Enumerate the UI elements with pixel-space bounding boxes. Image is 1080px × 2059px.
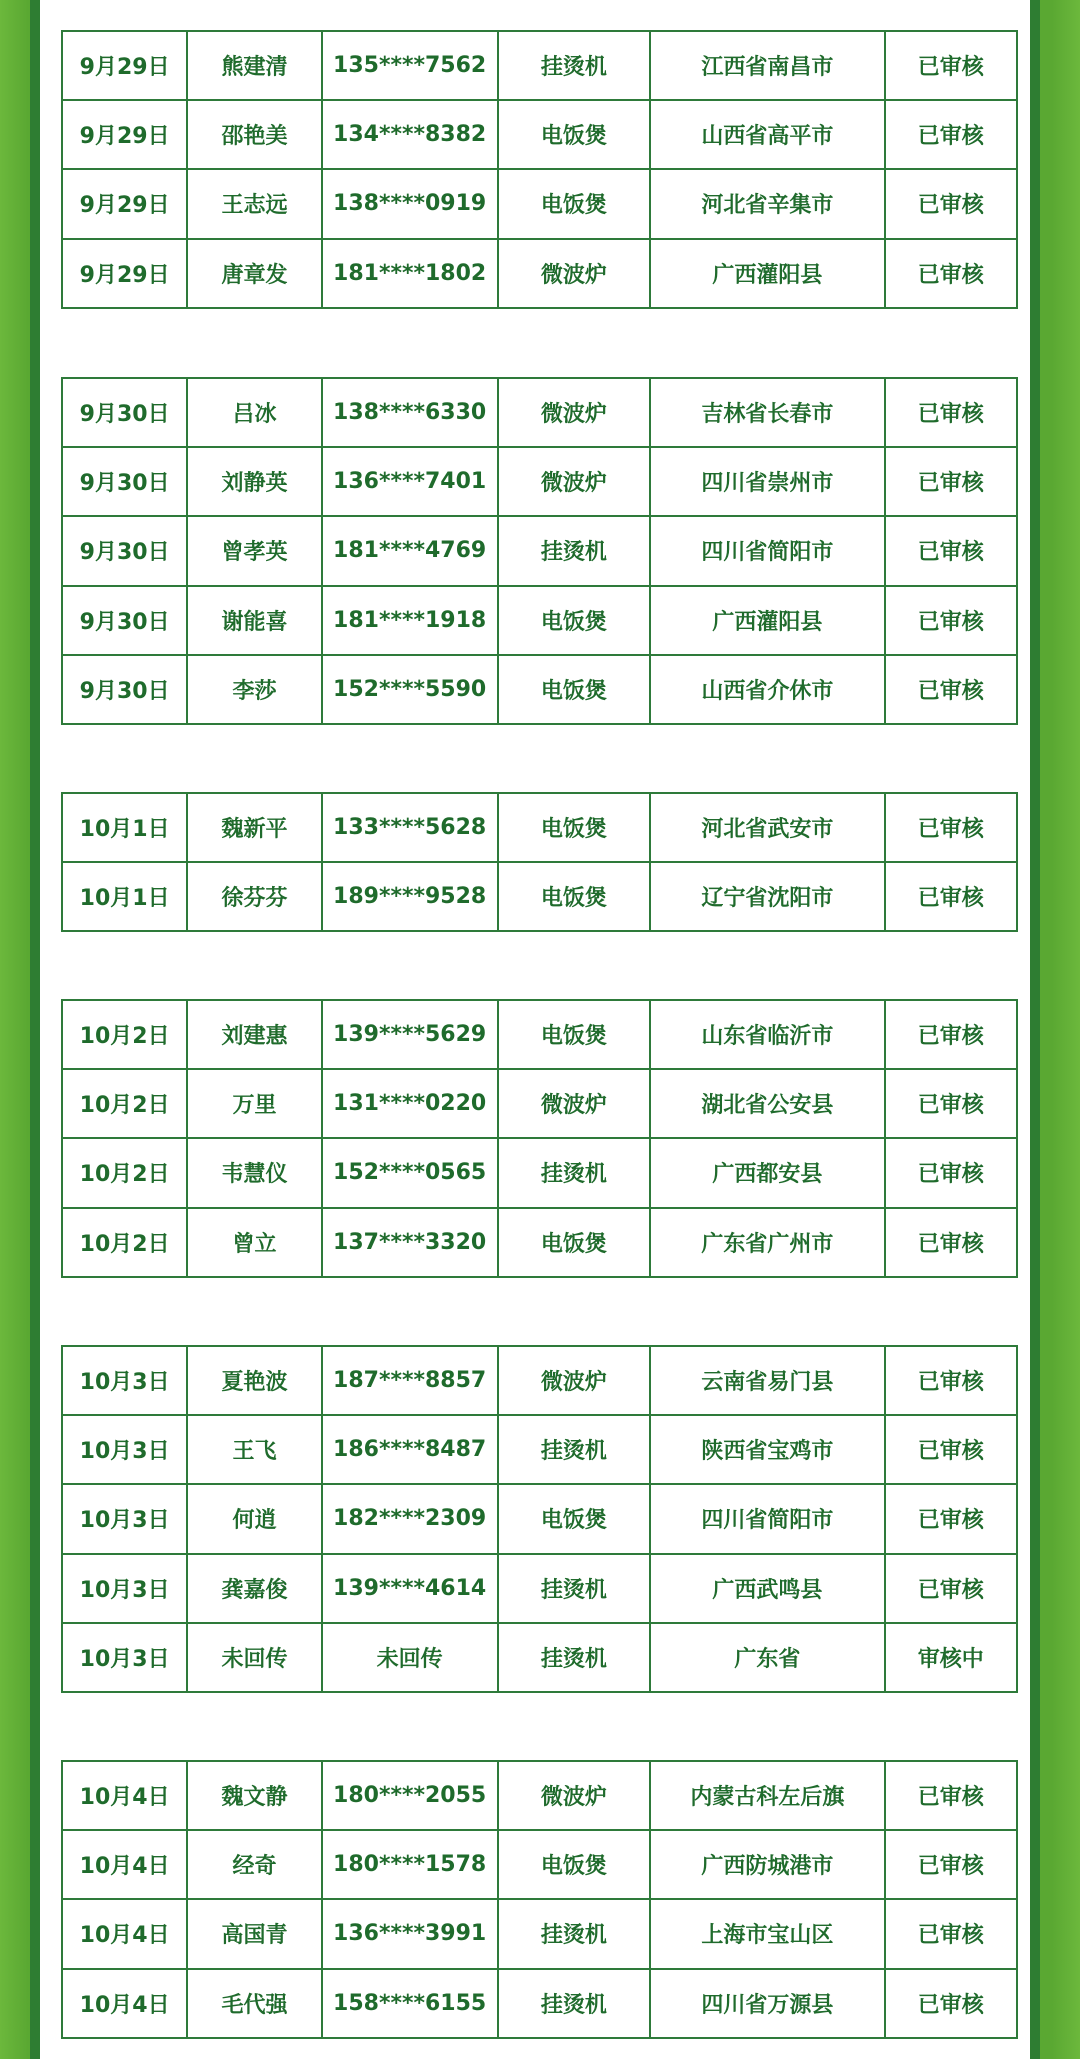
date-cell: 10月2日: [62, 1138, 187, 1207]
date-cell: 9月30日: [62, 378, 187, 447]
phone-cell: 189****9528: [322, 862, 498, 931]
prize-cell: 挂烫机: [498, 1899, 651, 1968]
status-cell: 已审核: [885, 1000, 1017, 1069]
status-cell: 已审核: [885, 1415, 1017, 1484]
location-cell: 四川省万源县: [650, 1969, 884, 2038]
location-cell: 河北省辛集市: [650, 169, 884, 238]
date-cell: 10月4日: [62, 1899, 187, 1968]
location-cell: 四川省简阳市: [650, 1484, 884, 1553]
date-cell: 10月2日: [62, 1000, 187, 1069]
winners-table: [61, 1760, 1018, 2039]
table-row: [62, 1208, 1017, 1277]
table-row: [62, 1069, 1017, 1138]
table-row: [62, 1969, 1017, 2038]
status-cell: 已审核: [885, 516, 1017, 585]
winners-table: [61, 30, 1018, 309]
name-cell: 徐芬芬: [187, 862, 321, 931]
phone-cell: 187****8857: [322, 1346, 498, 1415]
status-cell: 已审核: [885, 1761, 1017, 1830]
status-cell: 已审核: [885, 586, 1017, 655]
location-cell: 山东省临沂市: [650, 1000, 884, 1069]
phone-cell: 138****0919: [322, 169, 498, 238]
phone-cell: 136****7401: [322, 447, 498, 516]
name-cell: 王志远: [187, 169, 321, 238]
status-cell: 审核中: [885, 1623, 1017, 1692]
name-cell: 魏新平: [187, 793, 321, 862]
prize-cell: 微波炉: [498, 1761, 651, 1830]
date-cell: 10月3日: [62, 1484, 187, 1553]
prize-cell: 挂烫机: [498, 31, 651, 100]
date-cell: 10月3日: [62, 1415, 187, 1484]
table-row: [62, 1000, 1017, 1069]
status-cell: 已审核: [885, 1208, 1017, 1277]
phone-cell: 134****8382: [322, 100, 498, 169]
location-cell: 山西省介休市: [650, 655, 884, 724]
winners-table: [61, 1345, 1018, 1693]
name-cell: 王飞: [187, 1415, 321, 1484]
location-cell: 吉林省长春市: [650, 378, 884, 447]
date-cell: 9月29日: [62, 31, 187, 100]
date-cell: 10月1日: [62, 793, 187, 862]
phone-cell: 158****6155: [322, 1969, 498, 2038]
table-row: [62, 862, 1017, 931]
winners-table: [61, 792, 1018, 932]
phone-cell: 180****2055: [322, 1761, 498, 1830]
name-cell: 邵艳美: [187, 100, 321, 169]
date-cell: 10月3日: [62, 1554, 187, 1623]
location-cell: 广西都安县: [650, 1138, 884, 1207]
prize-cell: 挂烫机: [498, 516, 651, 585]
status-cell: 已审核: [885, 1346, 1017, 1415]
status-cell: 已审核: [885, 1899, 1017, 1968]
table-row: [62, 378, 1017, 447]
table-row: [62, 447, 1017, 516]
table-row: [62, 100, 1017, 169]
prize-cell: 电饭煲: [498, 793, 651, 862]
status-cell: 已审核: [885, 100, 1017, 169]
status-cell: 已审核: [885, 1484, 1017, 1553]
status-cell: 已审核: [885, 1969, 1017, 2038]
phone-cell: 135****7562: [322, 31, 498, 100]
prize-cell: 电饭煲: [498, 1208, 651, 1277]
location-cell: 广东省: [650, 1623, 884, 1692]
location-cell: 广西防城港市: [650, 1830, 884, 1899]
name-cell: 熊建清: [187, 31, 321, 100]
date-cell: 10月4日: [62, 1969, 187, 2038]
phone-cell: 186****8487: [322, 1415, 498, 1484]
name-cell: 吕冰: [187, 378, 321, 447]
name-cell: 经奇: [187, 1830, 321, 1899]
name-cell: 龚嘉俊: [187, 1554, 321, 1623]
location-cell: 四川省崇州市: [650, 447, 884, 516]
table-row: [62, 1830, 1017, 1899]
table-row: [62, 793, 1017, 862]
table-row: [62, 1899, 1017, 1968]
prize-cell: 电饭煲: [498, 100, 651, 169]
winners-table: [61, 377, 1018, 725]
location-cell: 上海市宝山区: [650, 1899, 884, 1968]
name-cell: 未回传: [187, 1623, 321, 1692]
table-row: [62, 586, 1017, 655]
prize-cell: 挂烫机: [498, 1554, 651, 1623]
location-cell: 山西省高平市: [650, 100, 884, 169]
phone-cell: 181****1918: [322, 586, 498, 655]
date-cell: 9月30日: [62, 586, 187, 655]
phone-cell: 未回传: [322, 1623, 498, 1692]
date-cell: 9月29日: [62, 169, 187, 238]
location-cell: 广东省广州市: [650, 1208, 884, 1277]
prize-cell: 挂烫机: [498, 1969, 651, 2038]
name-cell: 万里: [187, 1069, 321, 1138]
date-cell: 9月30日: [62, 516, 187, 585]
location-cell: 四川省简阳市: [650, 516, 884, 585]
table-row: [62, 1415, 1017, 1484]
phone-cell: 139****5629: [322, 1000, 498, 1069]
prize-cell: 电饭煲: [498, 1830, 651, 1899]
date-cell: 10月3日: [62, 1346, 187, 1415]
phone-cell: 180****1578: [322, 1830, 498, 1899]
phone-cell: 139****4614: [322, 1554, 498, 1623]
prize-cell: 电饭煲: [498, 1000, 651, 1069]
date-cell: 10月4日: [62, 1761, 187, 1830]
date-cell: 10月2日: [62, 1208, 187, 1277]
location-cell: 江西省南昌市: [650, 31, 884, 100]
location-cell: 内蒙古科左后旗: [650, 1761, 884, 1830]
date-cell: 10月3日: [62, 1623, 187, 1692]
name-cell: 夏艳波: [187, 1346, 321, 1415]
table-row: [62, 239, 1017, 308]
date-cell: 10月2日: [62, 1069, 187, 1138]
name-cell: 毛代强: [187, 1969, 321, 2038]
name-cell: 刘建惠: [187, 1000, 321, 1069]
name-cell: 何逍: [187, 1484, 321, 1553]
table-row: [62, 1346, 1017, 1415]
status-cell: 已审核: [885, 1138, 1017, 1207]
phone-cell: 182****2309: [322, 1484, 498, 1553]
winners-table: [61, 999, 1018, 1278]
name-cell: 魏文静: [187, 1761, 321, 1830]
name-cell: 高国青: [187, 1899, 321, 1968]
phone-cell: 181****4769: [322, 516, 498, 585]
table-row: [62, 1484, 1017, 1553]
location-cell: 河北省武安市: [650, 793, 884, 862]
location-cell: 广西灌阳县: [650, 586, 884, 655]
phone-cell: 152****0565: [322, 1138, 498, 1207]
table-row: [62, 1761, 1017, 1830]
location-cell: 陕西省宝鸡市: [650, 1415, 884, 1484]
date-cell: 9月30日: [62, 447, 187, 516]
prize-cell: 微波炉: [498, 1346, 651, 1415]
table-row: [62, 1623, 1017, 1692]
prize-cell: 微波炉: [498, 1069, 651, 1138]
phone-cell: 133****5628: [322, 793, 498, 862]
status-cell: 已审核: [885, 378, 1017, 447]
prize-cell: 电饭煲: [498, 655, 651, 724]
status-cell: 已审核: [885, 862, 1017, 931]
status-cell: 已审核: [885, 793, 1017, 862]
prize-cell: 电饭煲: [498, 862, 651, 931]
phone-cell: 181****1802: [322, 239, 498, 308]
phone-cell: 136****3991: [322, 1899, 498, 1968]
name-cell: 曾孝英: [187, 516, 321, 585]
prize-cell: 微波炉: [498, 239, 651, 308]
table-row: [62, 655, 1017, 724]
prize-cell: 电饭煲: [498, 1484, 651, 1553]
phone-cell: 137****3320: [322, 1208, 498, 1277]
table-row: [62, 516, 1017, 585]
status-cell: 已审核: [885, 1069, 1017, 1138]
date-cell: 9月29日: [62, 100, 187, 169]
table-row: [62, 1138, 1017, 1207]
status-cell: 已审核: [885, 31, 1017, 100]
name-cell: 唐章发: [187, 239, 321, 308]
name-cell: 曾立: [187, 1208, 321, 1277]
status-cell: 已审核: [885, 1830, 1017, 1899]
prize-cell: 电饭煲: [498, 586, 651, 655]
table-row: [62, 1554, 1017, 1623]
location-cell: 辽宁省沈阳市: [650, 862, 884, 931]
location-cell: 云南省易门县: [650, 1346, 884, 1415]
prize-cell: 挂烫机: [498, 1138, 651, 1207]
status-cell: 已审核: [885, 1554, 1017, 1623]
name-cell: 刘静英: [187, 447, 321, 516]
location-cell: 广西灌阳县: [650, 239, 884, 308]
phone-cell: 131****0220: [322, 1069, 498, 1138]
prize-cell: 微波炉: [498, 447, 651, 516]
prize-cell: 挂烫机: [498, 1623, 651, 1692]
table-row: [62, 169, 1017, 238]
status-cell: 已审核: [885, 169, 1017, 238]
date-cell: 9月30日: [62, 655, 187, 724]
phone-cell: 138****6330: [322, 378, 498, 447]
status-cell: 已审核: [885, 447, 1017, 516]
status-cell: 已审核: [885, 655, 1017, 724]
status-cell: 已审核: [885, 239, 1017, 308]
name-cell: 韦慧仪: [187, 1138, 321, 1207]
phone-cell: 152****5590: [322, 655, 498, 724]
date-cell: 10月4日: [62, 1830, 187, 1899]
location-cell: 广西武鸣县: [650, 1554, 884, 1623]
date-cell: 9月29日: [62, 239, 187, 308]
table-row: [62, 31, 1017, 100]
prize-cell: 微波炉: [498, 378, 651, 447]
prize-cell: 电饭煲: [498, 169, 651, 238]
prize-cell: 挂烫机: [498, 1415, 651, 1484]
name-cell: 谢能喜: [187, 586, 321, 655]
name-cell: 李莎: [187, 655, 321, 724]
date-cell: 10月1日: [62, 862, 187, 931]
location-cell: 湖北省公安县: [650, 1069, 884, 1138]
